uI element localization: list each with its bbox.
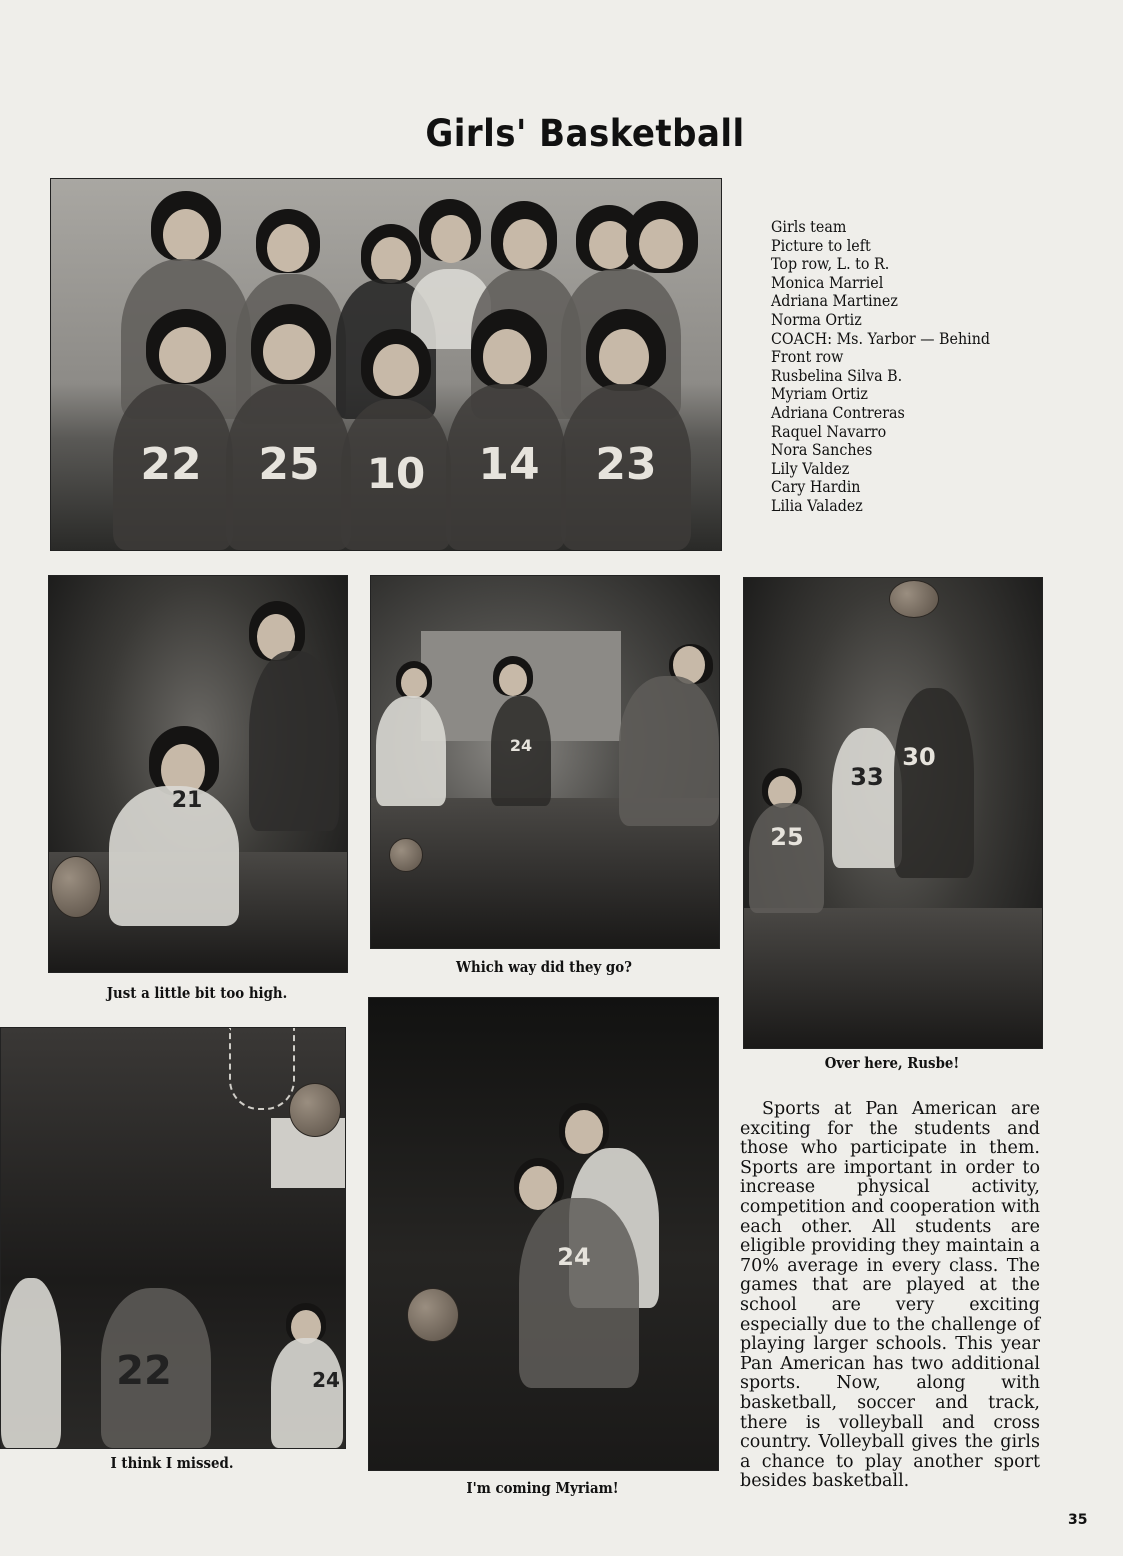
caption-2: Which way did they go? (456, 959, 632, 976)
jersey-number: 24 (557, 1243, 591, 1271)
roster-line: Lilia Valadez (771, 496, 863, 515)
jersey-number: 24 (509, 736, 533, 755)
roster-line: Adriana Martinez (771, 292, 898, 311)
roster-line: Cary Hardin (771, 478, 861, 497)
roster-line: Monica Marriel (771, 273, 884, 292)
action-photo-2 (370, 575, 720, 949)
caption-1: Just a little bit too high. (106, 985, 288, 1002)
roster-line: Adriana Contreras (771, 403, 905, 422)
jersey-number: 22 (140, 439, 202, 490)
roster-line: Girls team (771, 218, 847, 236)
action-photo-3 (743, 577, 1043, 1049)
page-number: 35 (1068, 1512, 1088, 1528)
roster-line: Myriam Ortiz (771, 385, 868, 404)
jersey-number: 30 (902, 743, 936, 771)
team-photo (50, 178, 722, 551)
jersey-number: 25 (258, 439, 320, 490)
roster-line: Lily Valdez (771, 459, 850, 478)
roster-line: Top row, L. to R. (771, 255, 890, 274)
jersey-number: 14 (478, 439, 540, 490)
action-photo-1 (48, 575, 348, 973)
jersey-number: 25 (770, 823, 804, 851)
roster-line: Rusbelina Silva B. (771, 366, 903, 385)
roster-line: Raquel Navarro (771, 422, 887, 441)
caption-4: I think I missed. (110, 1455, 234, 1472)
action-photo-4 (0, 1027, 346, 1449)
jersey-number: 24 (312, 1368, 340, 1392)
roster-line: COACH: Ms. Yarbor — Behind (771, 329, 991, 348)
caption-5: I'm coming Myriam! (466, 1480, 619, 1497)
caption-3: Over here, Rusbe! (824, 1055, 960, 1072)
roster-line: Nora Sanches (771, 441, 873, 460)
article-text: Sports at Pan American are exciting for the students and those who participate in them. Sports are important in order to increase physical activity, competition and cooperation with each other. All students are eligible providing they maintain a 70% average in every class. The games that are played at the school are very exciting especially due to the challenge of playing larger schools. This year Pan American has two additional sports. Now, along with basketball, soccer and track, there is volleyball and cross country. Volleyball gives the girls a chance to play another sport besides basketball. (740, 1099, 1040, 1492)
jersey-number: 23 (595, 439, 657, 490)
jersey-number: 33 (850, 763, 884, 791)
roster-list (771, 218, 1010, 516)
jersey-number: 10 (366, 449, 426, 498)
roster-line: Front row (771, 348, 844, 367)
roster-line: Norma Ortiz (771, 310, 862, 329)
roster-line: Picture to left (771, 236, 871, 255)
page-title: Girls' Basketball (425, 112, 745, 155)
action-photo-5 (368, 997, 719, 1471)
jersey-number: 21 (171, 788, 203, 813)
jersey-number: 22 (116, 1348, 172, 1394)
